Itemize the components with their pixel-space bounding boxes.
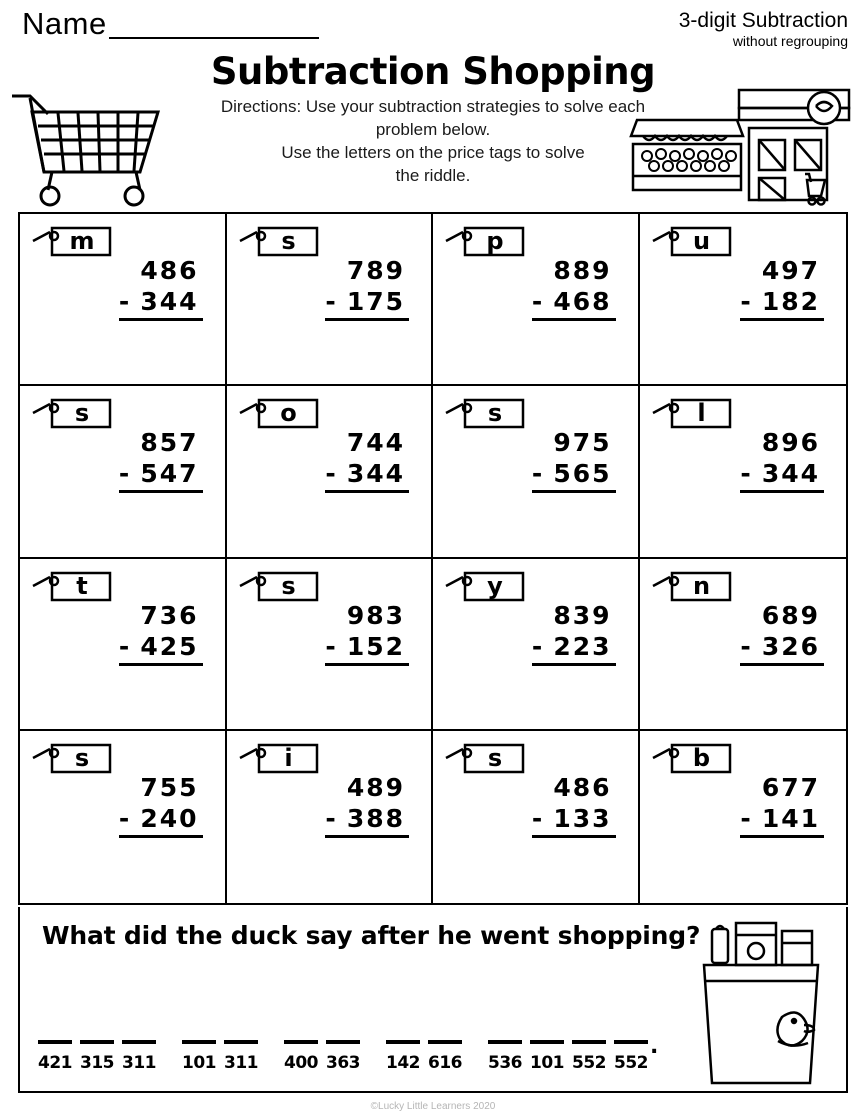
price-tag-letter: s (74, 743, 90, 772)
answer-code-number: 101 (182, 1053, 216, 1073)
riddle-answer-blanks[interactable] (38, 1034, 738, 1073)
price-tag-letter: s (74, 399, 90, 428)
subtraction-problem (325, 601, 409, 666)
problem-cell[interactable] (227, 559, 434, 731)
answer-blank-line[interactable] (386, 1040, 420, 1044)
problem-cell[interactable] (227, 731, 434, 903)
subtrahend: 344 (140, 287, 199, 316)
price-tag-letter: n (692, 571, 711, 600)
minuend: 744 (346, 428, 405, 458)
subtrahend-row (532, 287, 616, 321)
answer-slot[interactable] (284, 1040, 318, 1073)
price-tag-letter: s (487, 743, 503, 772)
worksheet-subject (679, 10, 848, 50)
problem-cell[interactable] (20, 214, 227, 386)
minus-operator: - (531, 459, 545, 489)
name-field-row (22, 8, 319, 39)
answer-blank-line[interactable] (182, 1040, 216, 1044)
price-tag-icon (30, 741, 116, 775)
price-tag-letter: s (487, 399, 503, 428)
subtraction-problem (740, 601, 824, 666)
answer-code-number: 363 (326, 1053, 360, 1073)
problem-cell[interactable] (433, 559, 640, 731)
answer-blank-line[interactable] (224, 1040, 258, 1044)
answer-slot[interactable] (386, 1040, 420, 1073)
price-tag-letter: m (69, 227, 95, 255)
price-tag-letter: t (76, 571, 88, 600)
minuend: 677 (761, 772, 820, 802)
price-tag-icon (443, 741, 529, 775)
price-tag-letter: s (281, 571, 296, 600)
answer-code-number: 536 (488, 1053, 522, 1073)
minuend: 983 (346, 600, 405, 630)
subtrahend: 344 (346, 459, 405, 489)
subtraction-problem (740, 773, 824, 838)
minuend: 857 (140, 428, 199, 458)
subtrahend: 240 (140, 803, 199, 833)
minuend: 839 (553, 600, 612, 630)
subject-line-2: without regrouping (732, 33, 848, 50)
subtrahend-row (740, 459, 824, 493)
subtraction-problem (532, 256, 616, 321)
subtrahend: 388 (346, 803, 405, 833)
price-tag-icon (237, 224, 323, 258)
minus-operator: - (118, 459, 132, 489)
price-tag-icon (237, 741, 323, 775)
problem-cell[interactable] (227, 214, 434, 386)
minuend: 736 (140, 600, 199, 630)
answer-slot[interactable] (572, 1040, 606, 1073)
minus-operator: - (531, 803, 545, 833)
subtrahend-row (532, 632, 616, 666)
subtrahend: 175 (346, 287, 405, 316)
subtraction-problem (740, 428, 824, 493)
price-tag-icon (443, 224, 529, 258)
subtrahend-row (325, 287, 409, 321)
subtrahend-row (325, 804, 409, 838)
subtrahend-row (119, 804, 203, 838)
subtrahend: 468 (553, 287, 612, 316)
price-tag-letter: o (280, 399, 297, 428)
subtrahend-row (740, 632, 824, 666)
problem-cell[interactable] (640, 731, 847, 903)
subtrahend-row (325, 632, 409, 666)
subtrahend: 425 (140, 631, 199, 661)
directions-line-1: Directions: Use your subtraction strategies to solve each (220, 97, 646, 116)
minuend: 486 (140, 256, 199, 285)
answer-slot[interactable] (224, 1040, 258, 1073)
subtraction-problem (740, 256, 824, 321)
price-tag-letter: y (487, 571, 503, 600)
minus-operator: - (325, 803, 338, 833)
subtrahend: 344 (761, 459, 820, 489)
answer-blank-line[interactable] (38, 1040, 72, 1044)
subtrahend-row (119, 459, 203, 493)
price-tag-letter: u (692, 227, 711, 255)
answer-blank-line[interactable] (326, 1040, 360, 1044)
storefront-icon (619, 84, 854, 210)
subtrahend-row (740, 287, 824, 321)
riddle-section (18, 907, 848, 1093)
price-tag-letter: i (284, 743, 293, 772)
answer-slot[interactable] (614, 1040, 648, 1073)
answer-slot[interactable] (122, 1040, 156, 1073)
subtrahend: 547 (140, 459, 199, 489)
answer-slot[interactable] (182, 1040, 216, 1073)
minuend: 896 (761, 428, 820, 458)
minuend: 489 (346, 772, 405, 802)
answer-code-number: 421 (38, 1053, 72, 1073)
subtrahend: 152 (346, 631, 405, 661)
answer-slot[interactable] (38, 1040, 72, 1073)
problem-cell[interactable] (20, 559, 227, 731)
subject-line-1: 3-digit Subtraction (678, 9, 848, 32)
price-tag-icon (650, 224, 736, 258)
subtraction-problem (119, 428, 203, 493)
minuend: 889 (553, 256, 612, 285)
answer-blank-line[interactable] (80, 1040, 114, 1044)
price-tag-icon (30, 396, 116, 430)
minus-operator: - (118, 287, 132, 316)
minus-operator: - (325, 459, 338, 489)
subtrahend-row (740, 804, 824, 838)
answer-code-number: 142 (386, 1053, 420, 1073)
subtraction-problem (532, 601, 616, 666)
subtraction-problem (119, 256, 203, 321)
subtraction-problem (119, 601, 203, 666)
answer-period: . (650, 1034, 659, 1059)
price-tag-icon (237, 569, 323, 603)
price-tag-icon (30, 224, 116, 258)
price-tag-icon (443, 569, 529, 603)
answer-slot[interactable] (530, 1040, 564, 1073)
problem-cell[interactable] (433, 386, 640, 558)
price-tag-icon (650, 396, 736, 430)
minus-operator: - (531, 287, 545, 316)
price-tag-icon (443, 396, 529, 430)
minus-operator: - (740, 459, 753, 489)
answer-slot[interactable] (488, 1040, 522, 1073)
subtrahend: 141 (761, 803, 820, 833)
subtrahend-row (325, 459, 409, 493)
directions-line-2: problem below. (375, 119, 491, 139)
answer-blank-line[interactable] (284, 1040, 318, 1044)
price-tag-letter: b (692, 743, 711, 772)
answer-code-number: 616 (428, 1053, 462, 1073)
minus-operator: - (740, 803, 753, 833)
subtrahend: 223 (553, 631, 612, 661)
subtraction-problem (532, 773, 616, 838)
page-title: Subtraction Shopping (210, 50, 656, 93)
problem-cell[interactable] (20, 731, 227, 903)
minus-operator: - (325, 287, 338, 316)
subtrahend-row (532, 804, 616, 838)
answer-code-number: 311 (224, 1053, 258, 1073)
answer-code-number: 552 (614, 1053, 648, 1073)
subtraction-problem (119, 773, 203, 838)
subtrahend: 133 (553, 803, 612, 833)
answer-blank-line[interactable] (122, 1040, 156, 1044)
answer-code-number: 311 (122, 1053, 156, 1073)
minus-operator: - (118, 631, 132, 661)
answer-code-number: 400 (284, 1053, 318, 1073)
answer-blank-line[interactable] (428, 1040, 462, 1044)
subtraction-problem (325, 256, 409, 321)
price-tag-icon (650, 569, 736, 603)
name-label: Name (22, 6, 107, 41)
subtraction-problem (532, 428, 616, 493)
answer-slot[interactable] (428, 1040, 462, 1073)
problem-cell[interactable] (640, 214, 847, 386)
minuend: 975 (553, 428, 612, 458)
riddle-question: What did the duck say after he went shopping? (42, 921, 701, 950)
price-tag-icon (650, 741, 736, 775)
minuend: 755 (140, 772, 199, 802)
answer-code-number: 101 (530, 1053, 564, 1073)
problem-cell[interactable] (433, 214, 640, 386)
subtraction-problem (325, 773, 409, 838)
answer-slot[interactable] (326, 1040, 360, 1073)
directions-line-4: the riddle. (395, 165, 471, 185)
problem-cell[interactable] (433, 731, 640, 903)
shopping-cart-icon (8, 86, 168, 208)
price-tag-letter: p (486, 227, 504, 255)
minus-operator: - (740, 631, 753, 661)
answer-blank-line[interactable] (488, 1040, 522, 1044)
name-input-line[interactable] (109, 13, 319, 39)
problem-cell[interactable] (640, 386, 847, 558)
subtraction-problem (325, 428, 409, 493)
answer-blank-line[interactable] (572, 1040, 606, 1044)
minus-operator: - (118, 803, 132, 833)
answer-code-number: 315 (80, 1053, 114, 1073)
subtrahend-row (119, 632, 203, 666)
minuend: 497 (761, 256, 820, 285)
answer-blank-line[interactable] (614, 1040, 648, 1044)
subtrahend: 565 (553, 459, 612, 489)
minuend: 789 (346, 256, 405, 285)
answer-slot[interactable] (80, 1040, 114, 1073)
minus-operator: - (325, 631, 338, 661)
copyright-footer: ©Lucky Little Learners 2020 (370, 1101, 496, 1112)
directions-line-3: Use the letters on the price tags to solve (281, 142, 585, 162)
minus-operator: - (740, 287, 753, 316)
price-tag-icon (237, 396, 323, 430)
subtrahend-row (119, 287, 203, 321)
minuend: 486 (553, 772, 612, 802)
price-tag-letter: s (281, 227, 296, 255)
subtrahend-row (532, 459, 616, 493)
problem-cell[interactable] (20, 386, 227, 558)
answer-blank-line[interactable] (530, 1040, 564, 1044)
answer-code-number: 552 (572, 1053, 606, 1073)
problem-cell[interactable] (227, 386, 434, 558)
problems-grid (18, 212, 848, 905)
minus-operator: - (531, 631, 545, 661)
minuend: 689 (761, 600, 820, 630)
subtrahend: 182 (761, 287, 820, 316)
subtrahend: 326 (761, 631, 820, 661)
problem-cell[interactable] (640, 559, 847, 731)
price-tag-letter: l (697, 399, 706, 428)
price-tag-icon (30, 569, 116, 603)
